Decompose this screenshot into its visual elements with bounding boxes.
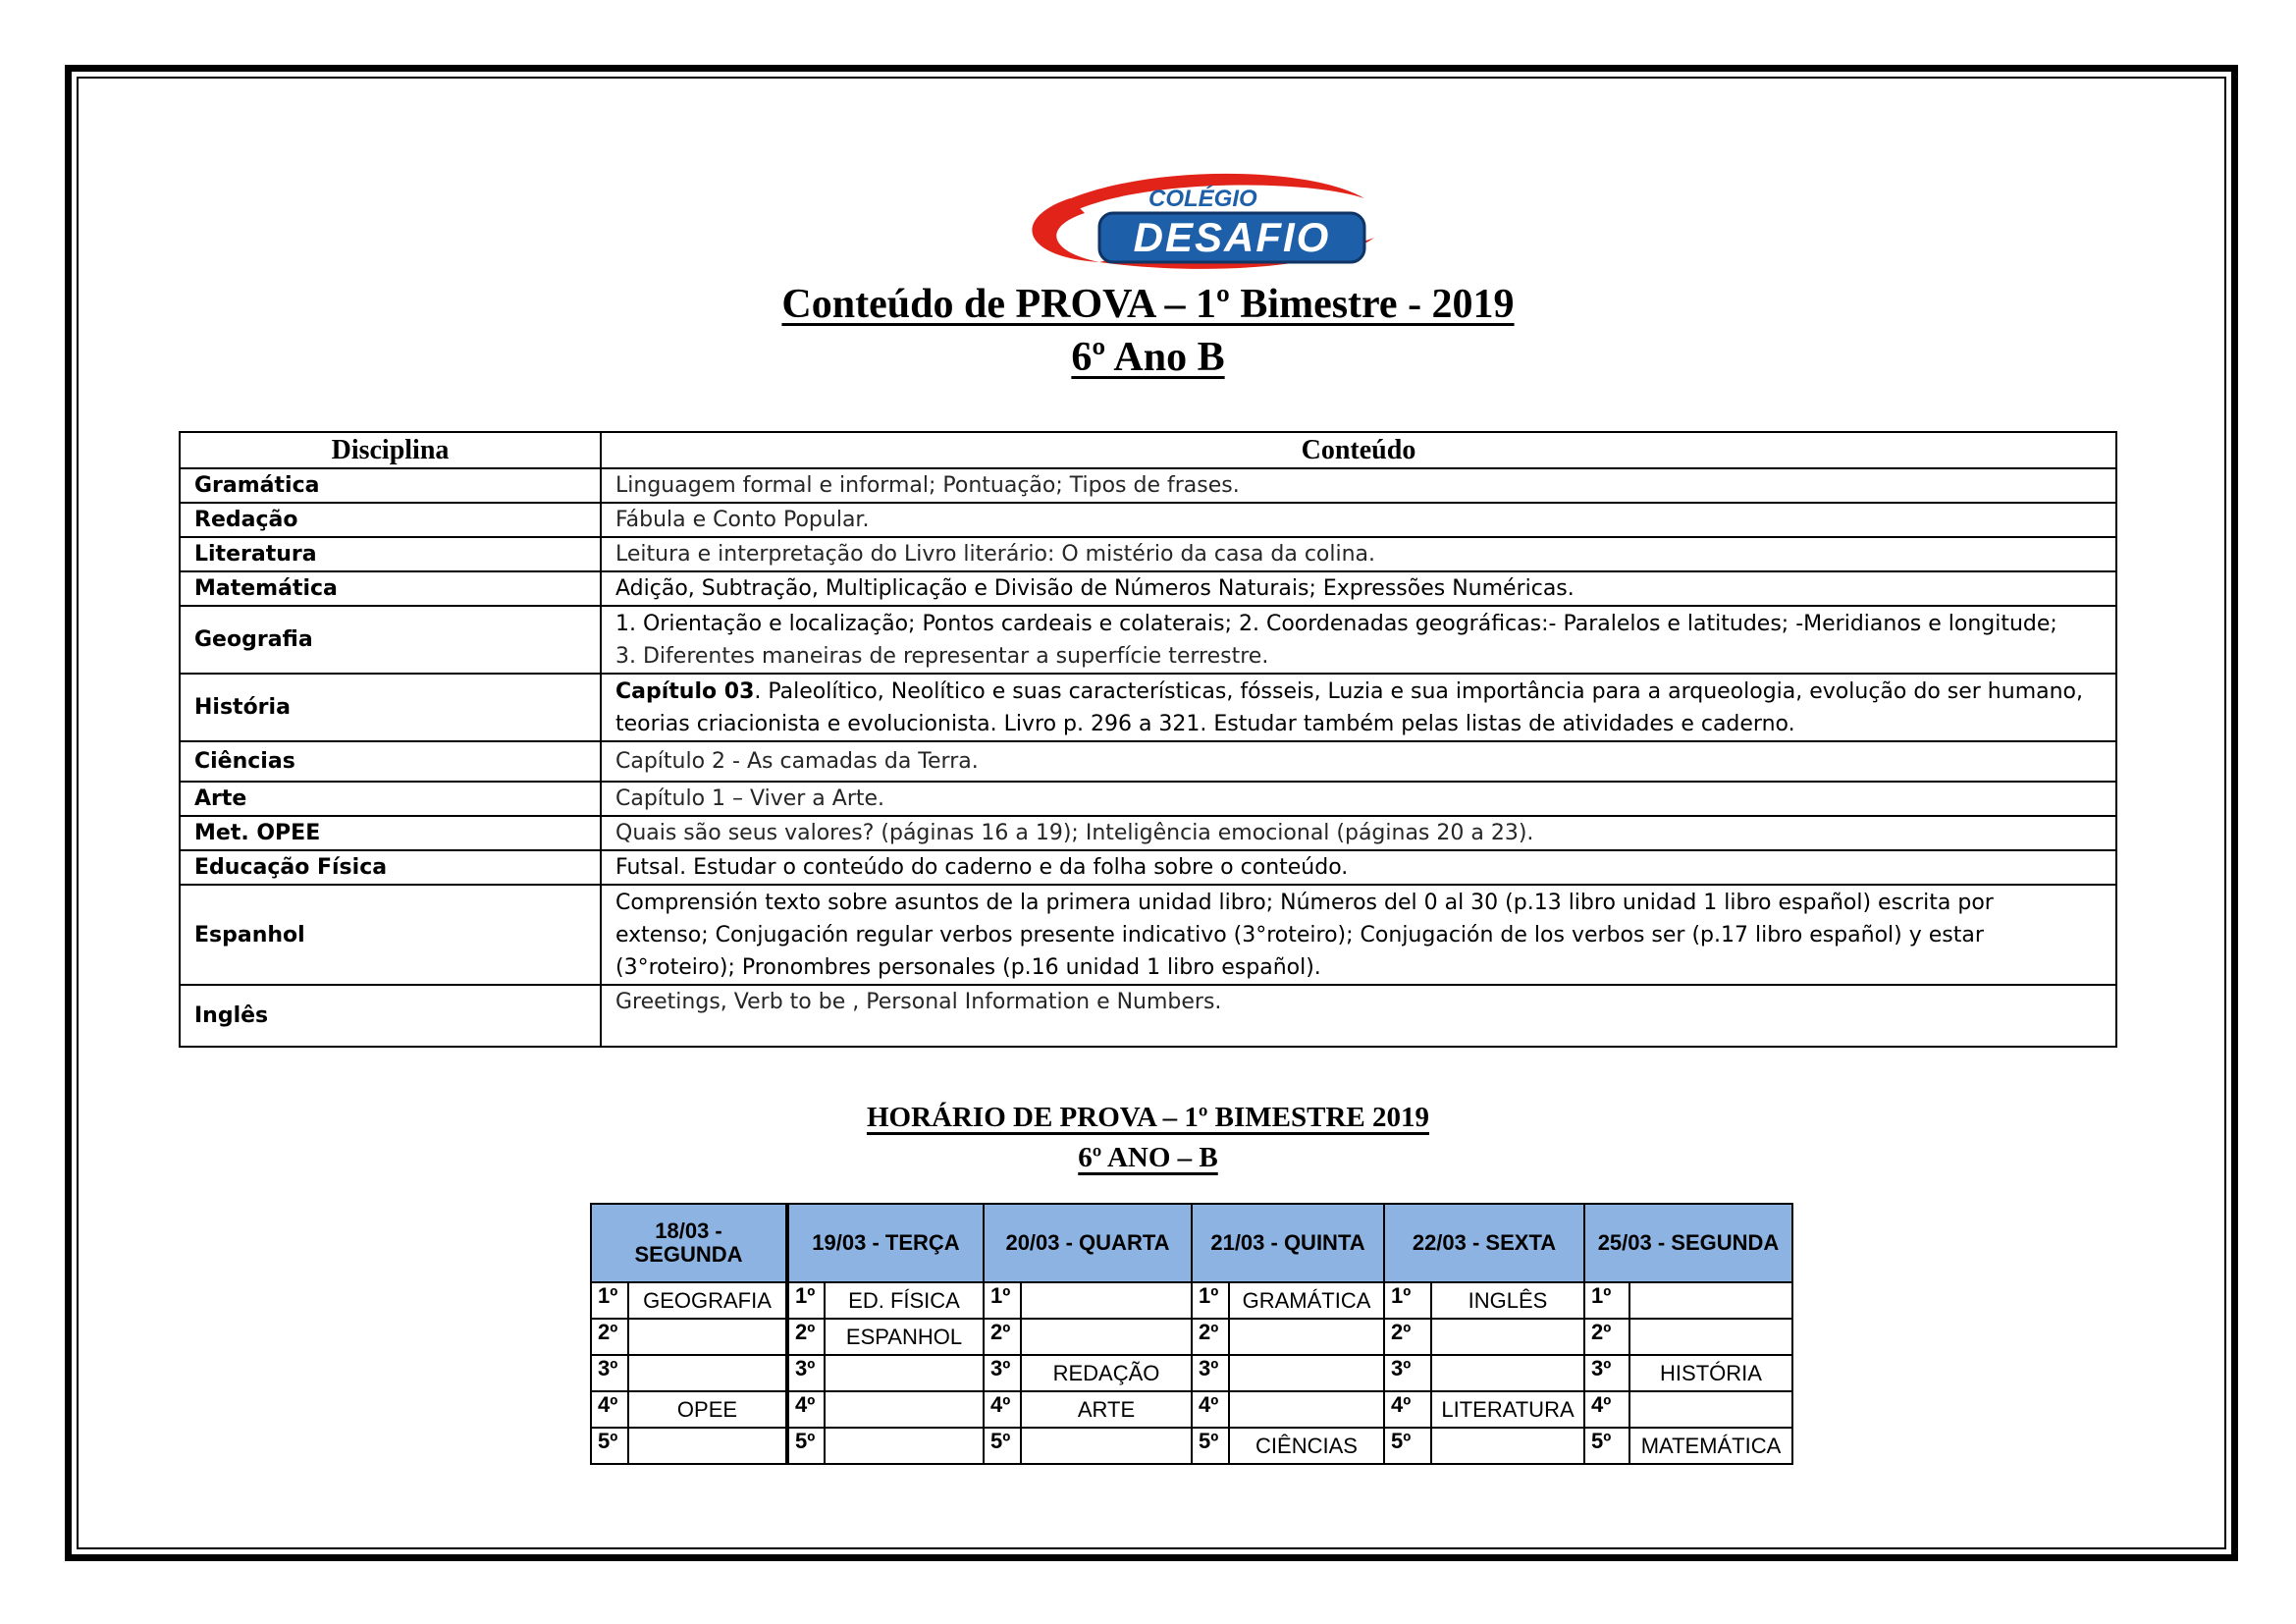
discipline-cell: Arte — [180, 782, 601, 816]
exam-cell: ARTE — [1021, 1391, 1192, 1428]
discipline-cell: Met. OPEE — [180, 816, 601, 850]
content-cell: Greetings, Verb to be , Personal Information e Numbers. — [601, 985, 2116, 1047]
discipline-cell: Educação Física — [180, 850, 601, 885]
logo-swoosh-left — [1032, 198, 1099, 262]
exam-cell: REDAÇÃO — [1021, 1355, 1192, 1391]
period-label: 1º — [591, 1282, 628, 1319]
exam-cell: OPEE — [628, 1391, 787, 1428]
content-cell: Adição, Subtração, Multiplicação e Divisão de Números Naturais; Expressões Numéricas. — [601, 571, 2116, 606]
content-cell: Futsal. Estudar o conteúdo do caderno e da folha sobre o conteúdo. — [601, 850, 2116, 885]
schedule-header-row — [591, 1204, 1792, 1282]
period-label: 2º — [1584, 1319, 1629, 1355]
period-label: 1º — [1192, 1282, 1229, 1319]
table-row — [180, 468, 2116, 503]
discipline-cell: Redação — [180, 503, 601, 537]
exam-cell — [1629, 1319, 1792, 1355]
exam-cell: MATEMÁTICA — [1629, 1428, 1792, 1464]
content-cell — [601, 885, 2116, 985]
period-label: 2º — [591, 1319, 628, 1355]
page-subtitle: 6º Ano B — [1071, 335, 1225, 380]
content-line: extenso; Conjugación regular verbos presente indicativo (3°roteiro); Conjugación de los verbos ser (p.17 libro español) y estar — [615, 922, 1984, 947]
exam-cell: ESPANHOL — [825, 1319, 984, 1355]
period-label: 5º — [1384, 1428, 1431, 1464]
school-logo — [1011, 169, 1389, 282]
table-row — [591, 1391, 1792, 1428]
schedule-title: HORÁRIO DE PROVA – 1º BIMESTRE 2019 — [866, 1102, 1429, 1133]
exam-cell — [825, 1391, 984, 1428]
day-header: 18/03 - SEGUNDA — [591, 1204, 787, 1282]
table-row — [180, 985, 2116, 1047]
header-discipline: Disciplina — [180, 432, 601, 468]
exam-cell — [1021, 1282, 1192, 1319]
discipline-cell: Matemática — [180, 571, 601, 606]
content-cell: Quais são seus valores? (páginas 16 a 19); Inteligência emocional (páginas 20 a 23). — [601, 816, 2116, 850]
content-cell: Linguagem formal e informal; Pontuação; Tipos de frases. — [601, 468, 2116, 503]
content-cell: Fábula e Conto Popular. — [601, 503, 2116, 537]
exam-cell — [1431, 1428, 1584, 1464]
period-label: 1º — [1584, 1282, 1629, 1319]
exam-cell: INGLÊS — [1431, 1282, 1584, 1319]
content-line: Comprensión texto sobre asuntos de la primera unidad libro; Números del 0 al 30 (p.13 libro unidad 1 libro español) escrita por — [615, 890, 1994, 915]
exam-cell — [825, 1355, 984, 1391]
period-label: 2º — [984, 1319, 1021, 1355]
period-label: 1º — [787, 1282, 825, 1319]
exam-cell: CIÊNCIAS — [1229, 1428, 1384, 1464]
period-label: 2º — [1192, 1319, 1229, 1355]
exam-cell — [1021, 1428, 1192, 1464]
exam-cell: LITERATURA — [1431, 1391, 1584, 1428]
period-label: 4º — [591, 1391, 628, 1428]
logo-line1: COLÉGIO — [1148, 186, 1257, 212]
period-label: 3º — [1584, 1355, 1629, 1391]
table-row — [180, 537, 2116, 571]
exam-cell: GEOGRAFIA — [628, 1282, 787, 1319]
content-line: teorias criacionista e evolucionista. Livro p. 296 a 321. Estudar também pelas listas de atividades e caderno. — [615, 711, 1795, 736]
table-row — [180, 885, 2116, 985]
exam-cell — [1229, 1391, 1384, 1428]
header-content: Conteúdo — [601, 432, 2116, 468]
table-row — [180, 503, 2116, 537]
content-line: (3°roteiro); Pronombres personales (p.16 unidad 1 libro español). — [615, 954, 1321, 980]
table-row — [180, 606, 2116, 674]
period-label: 5º — [591, 1428, 628, 1464]
chapter-label: Capítulo 03 — [615, 678, 755, 704]
content-line — [615, 676, 2102, 708]
period-label: 5º — [787, 1428, 825, 1464]
period-label: 3º — [591, 1355, 628, 1391]
period-label: 1º — [984, 1282, 1021, 1319]
content-table-header — [180, 432, 2116, 468]
discipline-cell: Espanhol — [180, 885, 601, 985]
table-row — [180, 571, 2116, 606]
exam-cell — [1431, 1355, 1584, 1391]
period-label: 2º — [787, 1319, 825, 1355]
content-cell: Capítulo 1 – Viver a Arte. — [601, 782, 2116, 816]
logo-line2: DESAFIO — [1133, 214, 1331, 260]
exam-cell — [628, 1319, 787, 1355]
day-header: 20/03 - QUARTA — [984, 1204, 1192, 1282]
period-label: 5º — [1192, 1428, 1229, 1464]
schedule-subtitle: 6º ANO – B — [1078, 1142, 1218, 1173]
period-label: 4º — [787, 1391, 825, 1428]
exam-cell — [825, 1428, 984, 1464]
period-label: 2º — [1384, 1319, 1431, 1355]
table-row — [591, 1282, 1792, 1319]
discipline-cell: Geografia — [180, 606, 601, 674]
exam-cell — [1431, 1319, 1584, 1355]
period-label: 3º — [787, 1355, 825, 1391]
table-row — [180, 850, 2116, 885]
period-label: 5º — [984, 1428, 1021, 1464]
table-row — [180, 816, 2116, 850]
period-label: 3º — [1384, 1355, 1431, 1391]
content-cell — [601, 674, 2116, 741]
table-row — [591, 1428, 1792, 1464]
discipline-cell: Literatura — [180, 537, 601, 571]
table-row — [180, 674, 2116, 741]
exam-cell — [1021, 1319, 1192, 1355]
exam-cell: HISTÓRIA — [1629, 1355, 1792, 1391]
discipline-cell: Ciências — [180, 741, 601, 782]
exam-cell: GRAMÁTICA — [1229, 1282, 1384, 1319]
content-cell: Capítulo 2 - As camadas da Terra. — [601, 741, 2116, 782]
content-table — [179, 431, 2117, 1048]
table-row — [180, 741, 2116, 782]
period-label: 4º — [1192, 1391, 1229, 1428]
exam-cell — [1229, 1319, 1384, 1355]
day-header: 25/03 - SEGUNDA — [1584, 1204, 1792, 1282]
period-label: 3º — [1192, 1355, 1229, 1391]
period-label: 1º — [1384, 1282, 1431, 1319]
exam-cell — [1629, 1391, 1792, 1428]
discipline-cell: História — [180, 674, 601, 741]
discipline-cell: Gramática — [180, 468, 601, 503]
period-label: 4º — [984, 1391, 1021, 1428]
discipline-cell: Inglês — [180, 985, 601, 1047]
day-header: 19/03 - TERÇA — [787, 1204, 984, 1282]
period-label: 4º — [1584, 1391, 1629, 1428]
day-header: 21/03 - QUINTA — [1192, 1204, 1384, 1282]
period-label: 3º — [984, 1355, 1021, 1391]
exam-cell — [1629, 1282, 1792, 1319]
table-row — [591, 1319, 1792, 1355]
content-cell: Leitura e interpretação do Livro literário: O mistério da casa da colina. — [601, 537, 2116, 571]
exam-cell: ED. FÍSICA — [825, 1282, 984, 1319]
exam-cell — [628, 1355, 787, 1391]
exam-cell — [1229, 1355, 1384, 1391]
page-title: Conteúdo de PROVA – 1º Bimestre - 2019 — [781, 282, 1515, 327]
schedule-table — [590, 1203, 1793, 1465]
content-line: 1. Orientação e localização; Pontos cardeais e colaterais; 2. Coordenadas geográficas:- Paralelos e latitudes; -Meridianos e longitude; — [615, 611, 2057, 636]
period-label: 4º — [1384, 1391, 1431, 1428]
day-header: 22/03 - SEXTA — [1384, 1204, 1584, 1282]
table-row — [180, 782, 2116, 816]
content-text: . Paleolítico, Neolítico e suas características, fósseis, Luzia e sua importância para a arqueologia, evolução do ser humano, — [754, 678, 2084, 704]
period-label: 5º — [1584, 1428, 1629, 1464]
content-cell — [601, 606, 2116, 674]
table-row — [591, 1355, 1792, 1391]
content-line: 3. Diferentes maneiras de representar a superfície terrestre. — [615, 643, 1269, 669]
exam-cell — [628, 1428, 787, 1464]
